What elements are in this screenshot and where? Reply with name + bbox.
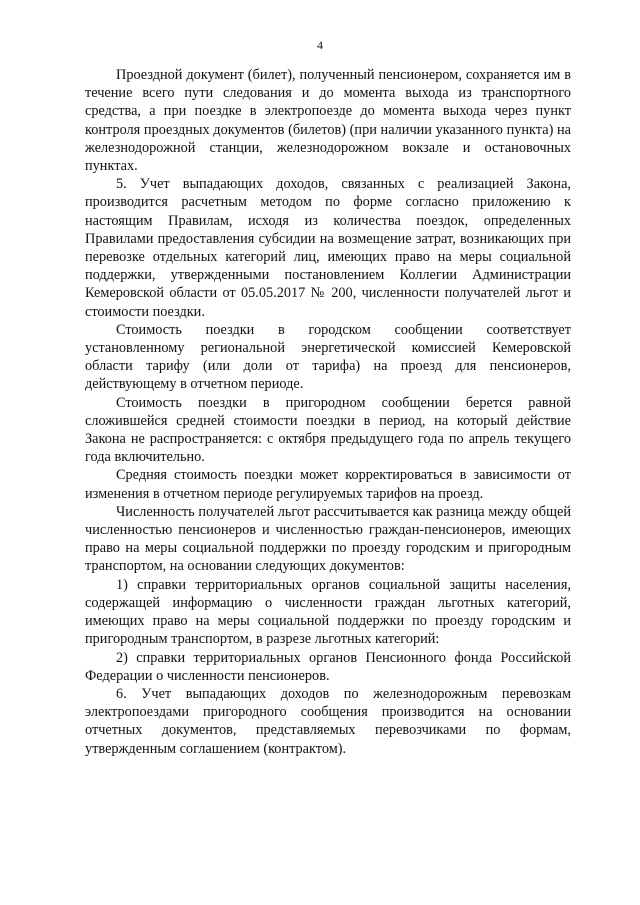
paragraph-suburban-fare: Стоимость поездки в пригородном сообщении берется равной сложившейся средней стоимости поездки в период, на который действие Закона не распространяется: с октября предыдущего года по апрель текущего года включительно. (85, 394, 571, 466)
paragraph-list-item-2: 2) справки территориальных органов Пенсионного фонда Российской Федерации о численности пенсионеров. (85, 649, 571, 684)
document-body (85, 66, 571, 758)
paragraph-fare-adjustment: Средняя стоимость поездки может корректироваться в зависимости от изменения в отчетном периоде регулируемых тарифов на проезд. (85, 467, 571, 502)
paragraph-list-item-1: 1) справки территориальных органов социальной защиты населения, содержащей информацию о численности граждан льготных категорий, имеющих право на меры социальной поддержки по проезду городским и пригородным транспортом, в разрезе льготных категорий: (85, 576, 571, 648)
paragraph-item-6-railway: 6. Учет выпадающих доходов по железнодорожным перевозкам электропоездами пригородного сообщения производится на основании отчетных документов, представляемых перевозчиками по формам, утвержденным соглашением (контрактом). (85, 685, 571, 757)
paragraph-recipient-count: Численность получателей льгот рассчитывается как разница между общей численностью пенсионеров и численностью граждан-пенсионеров, имеющих право на меры социальной поддержки по проезду городским и пригородным транспортом, на основании следующих документов: (85, 503, 571, 575)
paragraph-item-5-lost-revenue: 5. Учет выпадающих доходов, связанных с реализацией Закона, производится расчетным методом по форме согласно приложению к настоящим Правилам, исходя из количества поездок, определенных Правилами предоставления субсидии на возмещение затрат, возникающих при перевозке отдельных категорий лиц, имеющих право на меры социальной поддержки, утвержденными постановлением Коллегии Администрации Кемеровской области от 05.05.2017 № 200, численности получателей льгот и стоимости поездки. (85, 176, 571, 320)
page-number: 4 (317, 38, 323, 52)
paragraph-ticket-retention: Проездной документ (билет), полученный пенсионером, сохраняется им в течение всего пути следования и до момента выхода из транспортного средства, а при поездке в электропоезде до момента выхода через пункт контроля проездных документов (билетов) (при наличии указанного пункта) на железнодорожной станции, железнодорожном вокзале и остановочных пунктах. (85, 67, 571, 175)
paragraph-city-fare: Стоимость поездки в городском сообщении соответствует установленному региональной энергетической комиссией Кемеровской области тарифу (или доли от тарифа) на проезд для пенсионеров, действующему в отчетном периоде. (85, 321, 571, 393)
